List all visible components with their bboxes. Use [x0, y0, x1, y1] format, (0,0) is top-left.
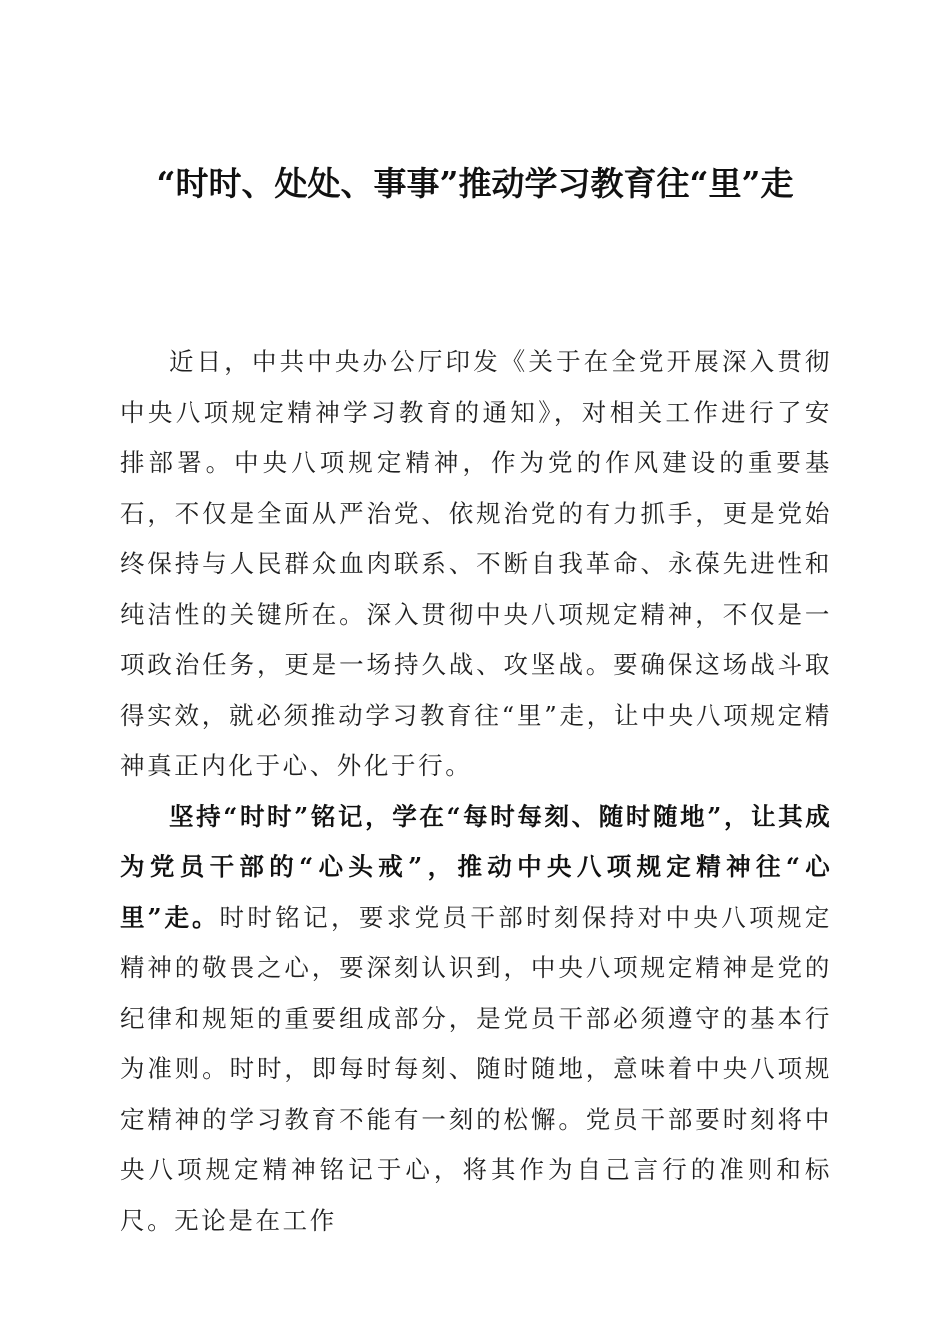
- section-1-heading: 坚持“时时”铭记，学在“每时每刻、随时随地”，让其成为党员干部的“心头戒”，推动中央八项规定精神往“心里”走。: [120, 801, 832, 932]
- document-title: “时时、处处、事事”推动学习教育往“里”走: [156, 164, 794, 203]
- section-1-text: 时时铭记，要求党员干部时刻保持对中央八项规定精神的敬畏之心，要深刻认识到，中央八项规定精神是党的纪律和规矩的重要组成部分，是党员干部必须遵守的基本行为准则。时时，即每时每刻、随时随地，意味着中央八项规定精神的学习教育不能有一刻的松懈。党员干部要时刻将中央八项规定精神铭记于心，将其作为自己言行的准则和标尺。无论是在工作: [120, 902, 832, 1235]
- paragraph-section-1: [120, 792, 832, 1247]
- paragraph-intro-text: 近日，中共中央办公厅印发《关于在全党开展深入贯彻中央八项规定精神学习教育的通知》，对相关工作进行了安排部署。中央八项规定精神，作为党的作风建设的重要基石，不仅是全面从严治党、依规治党的有力抓手，更是党始终保持与人民群众血肉联系、不断自我革命、永葆先进性和纯洁性的关键所在。深入贯彻中央八项规定精神，不仅是一项政治任务，更是一场持久战、攻坚战。要确保这场战斗取得实效，就必须推动学习教育往“里”走，让中央八项规定精神真正内化于心、外化于行。: [120, 347, 832, 780]
- document-body: [120, 337, 832, 1246]
- paragraph-intro: [120, 337, 832, 792]
